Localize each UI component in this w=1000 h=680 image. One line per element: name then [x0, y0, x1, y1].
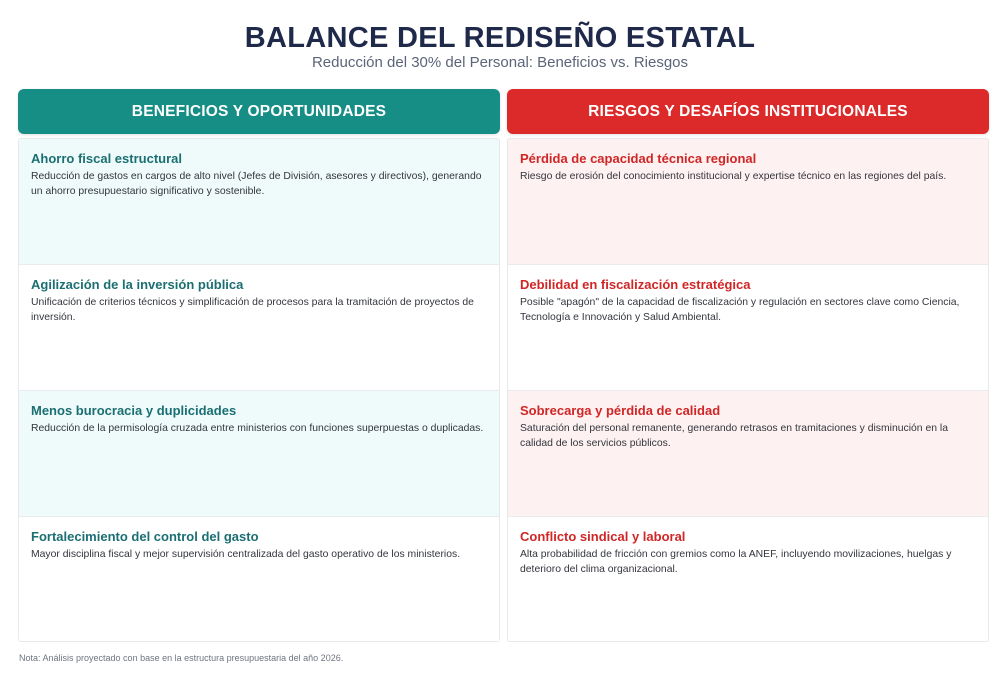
benefit-card	[19, 517, 499, 641]
risks-heading: RIESGOS Y DESAFÍOS INSTITUCIONALES	[507, 89, 989, 134]
risk-card	[508, 517, 988, 641]
risks-column	[507, 89, 989, 642]
benefit-card-title: Fortalecimiento del control del gasto	[31, 529, 259, 544]
risk-card-text: Alta probabilidad de fricción con gremios como la ANEF, incluyendo movilizaciones, huelgas y deterioro del clima organizacional.	[520, 549, 952, 575]
risk-card-title: Sobrecarga y pérdida de calidad	[520, 403, 721, 418]
risk-card	[508, 139, 988, 265]
risk-card-title: Pérdida de capacidad técnica regional	[520, 151, 757, 166]
risk-card-text: Posible "apagón" de la capacidad de fiscalización y regulación en sectores clave como Ciencia, Tecnología e Innovación y Salud Ambiental.	[520, 297, 960, 323]
benefits-list	[18, 138, 500, 642]
risk-card	[508, 265, 988, 391]
risk-card-title: Debilidad en fiscalización estratégica	[520, 277, 751, 292]
benefit-card-text: Mayor disciplina fiscal y mejor supervisión centralizada del gasto operativo de los ministerios.	[31, 549, 461, 560]
risk-card-title: Conflicto sindical y laboral	[520, 529, 686, 544]
benefit-card	[19, 139, 499, 265]
benefit-card-text: Reducción de la permisología cruzada entre ministerios con funciones superpuestas o duplicadas.	[31, 423, 484, 434]
page-header	[0, 22, 1000, 72]
risks-list	[507, 138, 989, 642]
benefit-card	[19, 391, 499, 517]
benefit-card-title: Agilización de la inversión pública	[31, 277, 244, 292]
page-subtitle: Reducción del 30% del Personal: Beneficios vs. Riesgos	[311, 54, 689, 71]
benefit-card-text: Unificación de criterios técnicos y simplificación de procesos para la tramitación de proyectos de inversión.	[31, 297, 474, 323]
footnote: Nota: Análisis proyectado con base en la estructura presupuestaria del año 2026.	[19, 653, 344, 663]
risk-card	[508, 391, 988, 517]
risk-card-text: Riesgo de erosión del conocimiento institucional y expertise técnico en las regiones del país.	[520, 171, 947, 182]
benefit-card-title: Menos burocracia y duplicidades	[31, 403, 237, 418]
page-title: BALANCE DEL REDISEÑO ESTATAL	[244, 22, 756, 54]
benefit-card	[19, 265, 499, 391]
benefits-heading: BENEFICIOS Y OPORTUNIDADES	[18, 89, 500, 134]
benefits-column	[18, 89, 500, 642]
benefit-card-title: Ahorro fiscal estructural	[31, 151, 182, 166]
risk-card-text: Saturación del personal remanente, generando retrasos en tramitaciones y disminución en la calidad de los servicios públicos.	[520, 423, 948, 449]
benefit-card-text: Reducción de gastos en cargos de alto nivel (Jefes de División, asesores y directivos), generando un ahorro presupuestario significativo y sostenible.	[31, 171, 482, 197]
